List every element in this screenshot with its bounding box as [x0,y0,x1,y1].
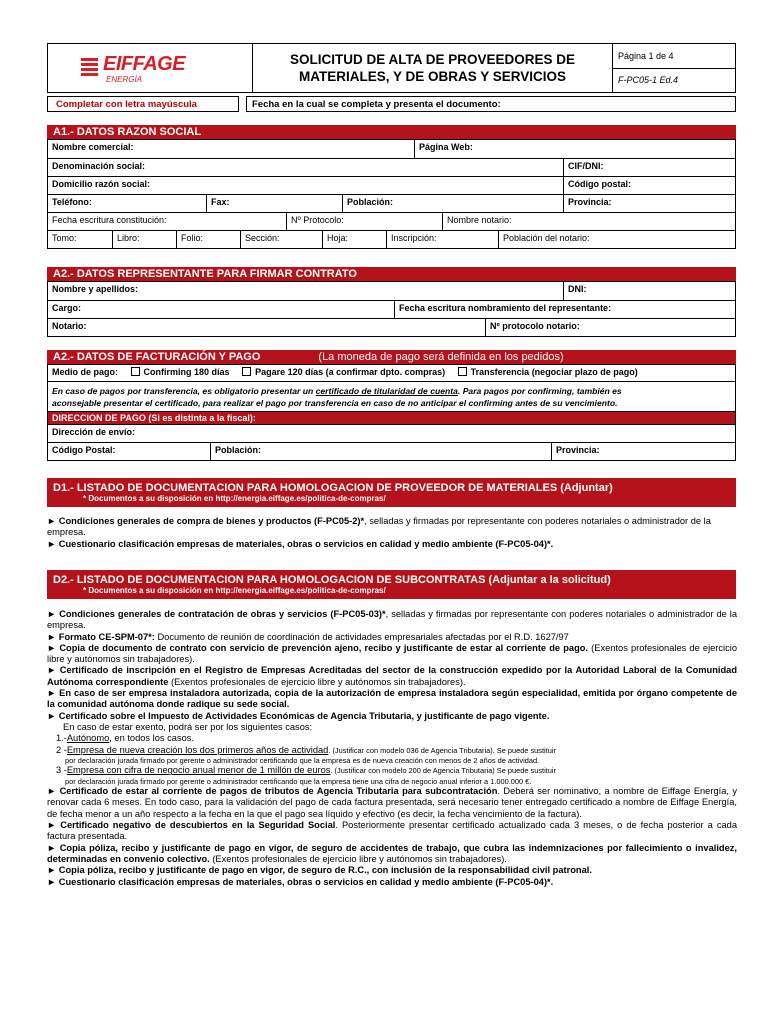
field-poblacion-envio[interactable]: Población: [210,443,551,460]
field-tomo[interactable]: Tomo: [52,233,77,243]
d1-item-2: ► Cuestionario clasificación empresas de materiales, obras o servicios en calidad y medio ambiente (F-PC05-04)*. [47,538,554,549]
d1-subtitle: * Documentos a su disposición en http://energia.eiffage.es/politica-de-compras/ [83,494,386,503]
field-telefono[interactable]: Teléfono: [52,197,92,207]
transferencia-label: Transferencia (negociar plazo de pago) [470,367,638,377]
exento-case-2: 2 -Empresa de nueva creación los dos primeros años de actividad. (Justificar con modelo 036 de Agencia Tributaria). Se puede sustituir [56,744,556,755]
exento-case-1: 1.-Autónomo, en todos los casos. [56,733,195,744]
d2-item-1: ► Condiciones generales de contratación de obras y servicios (F-PC05-03)*, selladas y firmadas por representante con poderes notariales o administrador de la empresa. [47,609,737,631]
d2-item-4: ► Certificado de inscripción en el Registro de Empresas Acreditadas del sector de la construcción expedido por la Autoridad Laboral de la Comunidad Autónoma correspondiente (Exentos profesionales de ejercicio libre y autónomos sin trabajadores). [47,665,737,687]
field-cif[interactable]: CIF/DNI: [563,159,735,176]
d2-item-9: ► Copia póliza, recibo y justificante de pago en vigor, de seguro de accidentes de trabajo, que cubra las indemnizaciones por fallecimiento o invalidez, determinadas en convenio colectivo. (Exentos profesionales de ejercicio libre y autónomos sin trabajadores). [47,842,737,864]
section-a1-header: A1.- DATOS RAZON SOCIAL [47,125,736,139]
section-a2-grid [47,281,736,337]
logo-subtitle: ENERGÍA [106,75,143,84]
d2-list [47,609,737,888]
field-nombre-apellidos[interactable]: Nombre y apellidos: [52,284,139,294]
field-pagina-web[interactable]: Página Web: [414,140,735,158]
page-number: Página 1 de 4 [613,44,735,69]
section-a2-header: A2.- DATOS REPRESENTANTE PARA FIRMAR CONTRATO [47,267,736,281]
section-d2-header [47,570,736,599]
field-poblacion-notario[interactable]: Población del notario: [498,231,735,248]
form-code: F-PC05-1 Ed.4 [618,75,679,86]
document-header [47,43,736,93]
document-meta [613,44,735,92]
field-fecha-escritura[interactable]: Fecha escritura constitución: [52,215,167,225]
d2-item-8: ► Certificado negativo de descubiertos en la Seguridad Social. Posteriormente presentar certificado actualizado cada 3 meses, o de fecha posterior a cada factura presentada. [47,820,737,842]
billing-title: A2.- DATOS DE FACTURACIÓN Y PAGO [53,351,261,363]
eiffage-logo [48,44,253,92]
pagare-checkbox[interactable] [242,367,251,376]
payment-method-row [48,365,735,381]
d2-item-5: ► En caso de ser empresa instaladora autorizada, copia de la autorización de empresa instaladora según especialidad, emitida por órgano competente de la comunidad autónoma donde radique su sede social. [47,688,737,710]
field-inscripcion[interactable]: Inscripción: [386,231,498,248]
d2-title: D2.- LISTADO DE DOCUMENTACION PARA HOMOLOGACION DE SUBCONTRATAS (Adjuntar a la solicitud) [53,574,611,586]
field-cargo[interactable]: Cargo: [52,303,81,313]
section-d1-header [47,478,736,507]
field-provincia[interactable]: Provincia: [563,195,735,212]
exento-case-2-detail: por declaración jurada firmado por gerente o administrador certificando que la empresa es de nueva creación con menos de 2 años de actividad. [65,755,540,765]
d1-item-1: ► Condiciones generales de compra de bienes y productos (F-PC05-2)*, selladas y firmadas por representante con poderes notariales o administrador de la empresa. [47,516,711,538]
d2-exento-note: En caso de estar exento, podrá ser por los siguientes casos: [63,721,313,732]
field-protocolo-notario[interactable]: Nº protocolo notario: [485,319,735,336]
d2-item-11: ► Cuestionario clasificación empresas de materiales, obras o servicios en calidad y medio ambiente (F-PC05-04)*. [47,876,554,887]
payment-info: En caso de pagos por transferencia, es obligatorio presentar un certificado de titularidad de cuenta. Para pagos por confirming, también es aconsejable presentar el certificado, para realizar el pago por transferencia en caso de no anticipar el confirming antes de su vencimiento. [52,386,622,408]
section-a1-grid [47,139,736,249]
field-dni[interactable]: DNI: [563,282,735,300]
confirming-label: Confirming 180 días [143,367,230,377]
d1-list [47,516,737,550]
field-fax[interactable]: Fax: [206,195,342,212]
billing-currency-note: (La moneda de pago será definida en los pedidos) [318,351,564,363]
field-folio[interactable]: Folio: [176,231,240,248]
confirming-checkbox[interactable] [131,367,140,376]
document-title: SOLICITUD DE ALTA DE PROVEEDORES DE MATERIALES, Y DE OBRAS Y SERVICIOS [253,44,613,92]
d1-title: D1.- LISTADO DE DOCUMENTACION PARA HOMOLOGACION DE PROVEEDOR DE MATERIALES (Adjuntar) [53,482,613,494]
field-notario[interactable]: Notario: [52,321,87,331]
exento-case-3-detail: por declaración jurada firmado por gerente o administrador certificando que la empresa tiene una cifra de negocio anual inferior a 1.000.000 €. [65,776,532,786]
field-denominacion[interactable]: Denominación social: [52,161,146,171]
section-billing-header [47,350,736,364]
field-poblacion[interactable]: Población: [342,195,563,212]
d2-subtitle: * Documentos a su disposición en http://energia.eiffage.es/politica-de-compras/ [83,586,386,595]
d2-item-3: ► Copia de documento de contrato con servicio de prevención ajeno, recibo y justificante de estar al corriente de pago. (Exentos profesionales de ejercicio libre y autónomos sin trabajadores). [47,642,737,665]
d2-item-10: ► Copia póliza, recibo y justificante de pago en vigor, de seguro de R.C., con inclusión de la responsabilidad civil patronal. [47,865,592,876]
field-libro[interactable]: Libro: [112,231,176,248]
field-domicilio[interactable]: Domicilio razón social: [52,179,151,189]
pagare-label: Pagare 120 días (a confirmar dpto. compras) [255,367,446,377]
d2-item-2: ► Formato CE-SPM-07*: Documento de reunión de coordinación de actividades empresariales afectadas por el R.D. 1627/97 [47,631,569,642]
field-codigo-postal[interactable]: Código postal: [563,177,735,194]
transferencia-checkbox[interactable] [458,367,467,376]
section-billing-grid [47,364,736,461]
field-codigo-postal-envio[interactable]: Código Postal: [52,445,116,455]
date-field[interactable]: Fecha en la cual se completa y presenta el documento: [246,96,736,112]
payment-method-label: Medio de pago: [52,367,118,377]
logo-mark-icon [81,58,98,78]
logo-name: EIFFAGE [103,53,186,75]
d2-item-7: ► Certificado de estar al corriente de pagos de tributos de Agencia Tributaria para subcontratación. Deberá ser nominativo, a nombre de Eiffage Energía, y renovar cada 6 meses. En todo caso, para la validación del pago de cada factura presentada, será necesario tener entregado certificado a nombre de Eiffage Energía, de fecha menor a un año respecto a la fecha en la que el pago sea líquido y efectivo (es decir, la fecha vencimiento de la factura). [47,786,737,819]
payment-address-header: DIRECCION DE PAGO (Si es distinta a la fiscal): [52,413,256,423]
d2-item-6: ► Certificado sobre el Impuesto de Actividades Económicas de Agencia Tributaria, y justificante de pago vigente. [47,710,550,721]
field-seccion[interactable]: Sección: [240,231,322,248]
field-fecha-nombramiento[interactable]: Fecha escritura nombramiento del representante: [394,301,735,318]
field-protocolo[interactable]: Nº Protocolo: [286,213,442,230]
field-provincia-envio[interactable]: Provincia: [551,443,735,460]
field-nombre-comercial[interactable]: Nombre comercial: [52,142,134,152]
field-nombre-notario[interactable]: Nombre notario: [442,213,735,230]
exento-case-3: 3 -Empresa con cifra de negocio anual menor de 1 millón de euros. (Justificar con modelo 200 de Agencia Tributaria) Se puede sustituir [56,765,556,776]
field-hoja[interactable]: Hoja: [322,231,386,248]
uppercase-note: Completar con letra mayúscula [47,96,239,112]
field-direccion-envio[interactable]: Dirección de envío: [52,427,136,437]
